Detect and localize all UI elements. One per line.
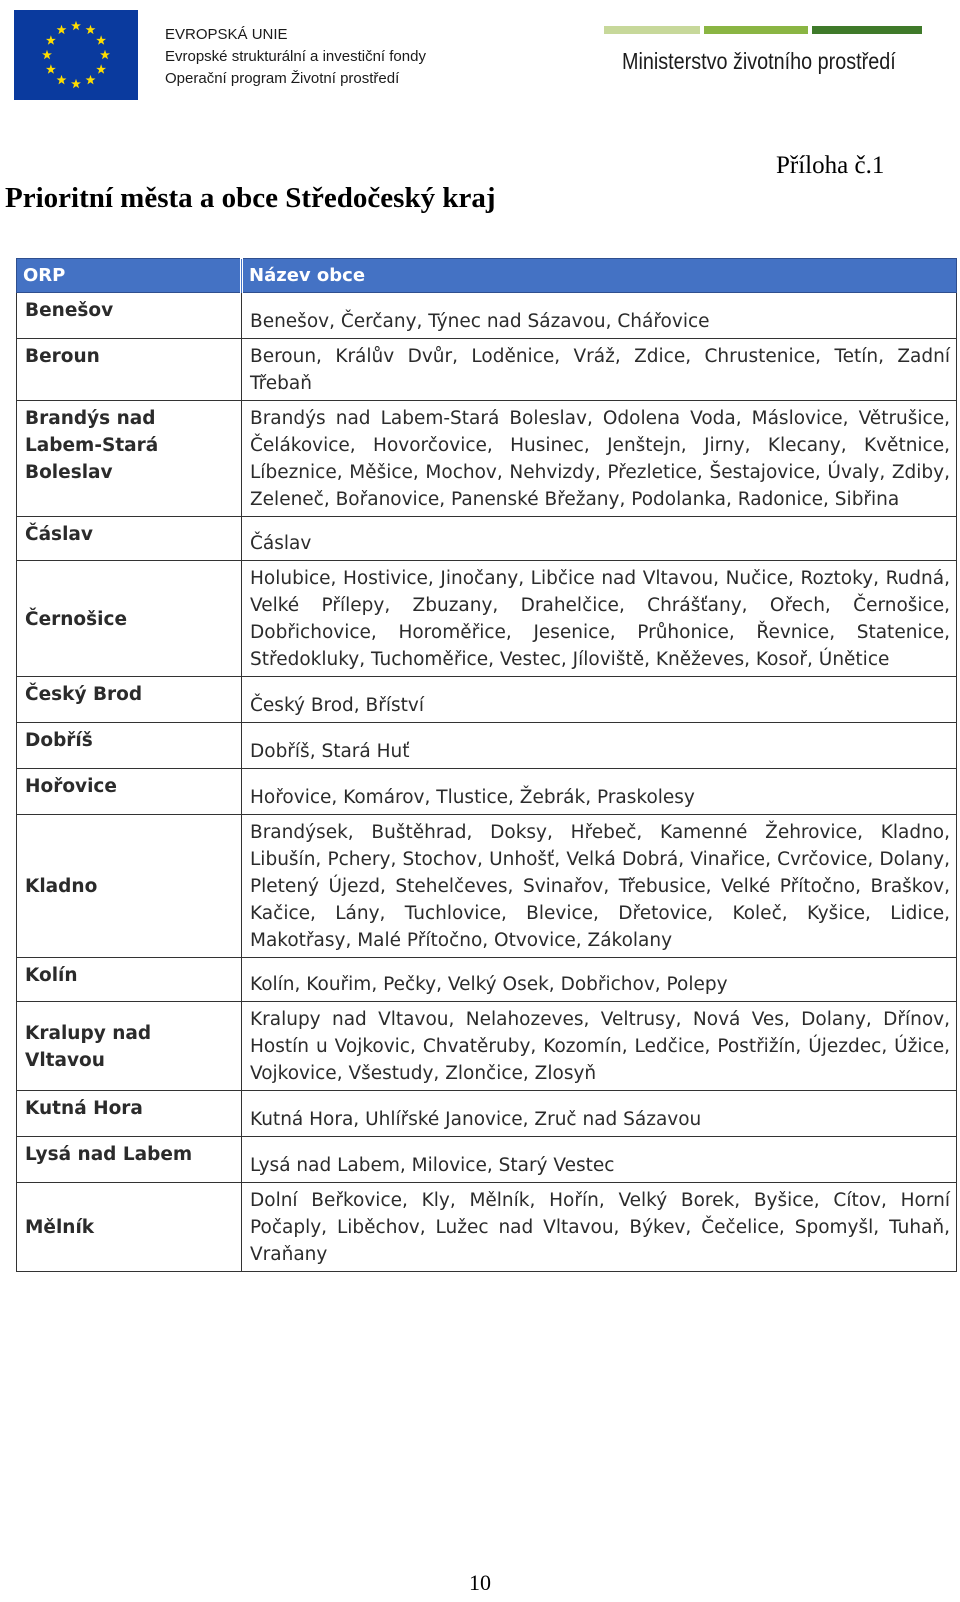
orp-cell: Dobříš xyxy=(17,723,242,769)
table-row xyxy=(17,401,957,517)
orp-cell: Hořovice xyxy=(17,769,242,815)
table-row xyxy=(17,339,957,401)
towns-cell: Český Brod, Bříství xyxy=(242,677,957,723)
orp-cell: Kolín xyxy=(17,958,242,1002)
orp-cell: Lysá nad Labem xyxy=(17,1137,242,1183)
ministry-color-bars xyxy=(604,26,922,34)
eu-line: Evropské strukturální a investiční fondy xyxy=(165,48,426,65)
orp-cell: Benešov xyxy=(17,293,242,339)
eu-flag-logo xyxy=(14,10,138,100)
table-row xyxy=(17,293,957,339)
towns-cell: Holubice, Hostivice, Jinočany, Libčice nad Vltavou, Nučice, Roztoky, Rudná, Velké Přílepy, Zbuzany, Drahelčice, Chrášťany, Ořech, Černošice, Dobřichovice, Horoměřice, Jesenice, Průhonice, Řevnice, Statenice, Středokluky, Tuchoměřice, Vestec, Jíloviště, Kněževes, Kosoř, Únětice xyxy=(242,561,957,677)
towns-cell: Čáslav xyxy=(242,517,957,561)
eu-star xyxy=(57,25,67,34)
eu-star xyxy=(96,35,106,44)
column-header-towns: Název obce xyxy=(242,259,957,293)
table-row xyxy=(17,769,957,815)
table-row xyxy=(17,815,957,958)
eu-star xyxy=(86,25,96,34)
orp-cell: Brandýs nad Labem-Stará Boleslav xyxy=(17,401,242,517)
orp-cell: Kutná Hora xyxy=(17,1091,242,1137)
eu-star xyxy=(46,35,56,44)
eu-star xyxy=(71,21,81,30)
ministry-logo-text: Ministerstvo životního prostředí xyxy=(622,48,896,74)
eu-star xyxy=(42,50,52,59)
towns-cell: Kolín, Kouřim, Pečky, Velký Osek, Dobřichov, Polepy xyxy=(242,958,957,1002)
towns-cell: Kutná Hora, Uhlířské Janovice, Zruč nad Sázavou xyxy=(242,1091,957,1137)
orp-cell: Český Brod xyxy=(17,677,242,723)
ministry-bar xyxy=(704,26,808,34)
column-header-orp: ORP xyxy=(17,259,242,293)
table-row xyxy=(17,1002,957,1091)
table-row xyxy=(17,561,957,677)
towns-cell: Dobříš, Stará Huť xyxy=(242,723,957,769)
orp-cell: Kladno xyxy=(17,815,242,958)
table-row xyxy=(17,517,957,561)
eu-line: EVROPSKÁ UNIE xyxy=(165,26,288,43)
table-row xyxy=(17,1183,957,1272)
eu-star xyxy=(46,64,56,73)
orp-cell: Černošice xyxy=(17,561,242,677)
towns-cell: Hořovice, Komárov, Tlustice, Žebrák, Praskolesy xyxy=(242,769,957,815)
attachment-label: Příloha č.1 xyxy=(776,152,885,179)
orp-cell: Beroun xyxy=(17,339,242,401)
towns-cell: Dolní Beřkovice, Kly, Mělník, Hořín, Velký Borek, Byšice, Cítov, Horní Počaply, Liběchov, Lužec nad Vltavou, Býkev, Čečelice, Spomyšl, Tuhaň, Vraňany xyxy=(242,1183,957,1272)
orp-cell: Kralupy nad Vltavou xyxy=(17,1002,242,1091)
eu-star xyxy=(100,50,110,59)
table-row xyxy=(17,1137,957,1183)
orp-cell: Mělník xyxy=(17,1183,242,1272)
eu-line: Operační program Životní prostředí xyxy=(165,70,400,87)
table-row xyxy=(17,723,957,769)
page-title: Prioritní města a obce Středočeský kraj xyxy=(5,182,496,214)
eu-stars-icon xyxy=(14,10,138,100)
table-row xyxy=(17,958,957,1002)
eu-star xyxy=(57,75,67,84)
towns-cell: Brandýsek, Buštěhrad, Doksy, Hřebeč, Kamenné Žehrovice, Kladno, Libušín, Pchery, Stochov, Unhošť, Velká Dobrá, Vinařice, Cvrčovice, Dolany, Pletený Újezd, Stehelčeves, Svinařov, Třebusice, Velké Přítočno, Braškov, Kačice, Lány, Tuchlovice, Blevice, Dřetovice, Koleč, Kyšice, Lidice, Makotřasy, Malé Přítočno, Otvovice, Zákolany xyxy=(242,815,957,958)
towns-cell: Beroun, Králův Dvůr, Loděnice, Vráž, Zdice, Chrustenice, Tetín, Zadní Třebaň xyxy=(242,339,957,401)
eu-star xyxy=(71,79,81,88)
orp-cell: Čáslav xyxy=(17,517,242,561)
towns-cell: Lysá nad Labem, Milovice, Starý Vestec xyxy=(242,1137,957,1183)
table-header-row xyxy=(17,259,957,293)
eu-star xyxy=(96,64,106,73)
table-row xyxy=(17,1091,957,1137)
page-number: 10 xyxy=(469,1570,491,1595)
ministry-bar xyxy=(812,26,922,34)
eu-star xyxy=(86,75,96,84)
eu-programme-text xyxy=(165,24,426,90)
towns-cell: Kralupy nad Vltavou, Nelahozeves, Veltrusy, Nová Ves, Dolany, Dřínov, Hostín u Vojkovic, Chvatěruby, Kozomín, Ledčice, Postřižín, Újezdec, Úžice, Vojkovice, Všestudy, Zlončice, Zlosyň xyxy=(242,1002,957,1091)
towns-cell: Benešov, Čerčany, Týnec nad Sázavou, Chářovice xyxy=(242,293,957,339)
towns-cell: Brandýs nad Labem-Stará Boleslav, Odolena Voda, Máslovice, Větrušice, Čelákovice, Hovorčovice, Husinec, Jenštejn, Jirny, Klecany, Květnice, Líbeznice, Měšice, Mochov, Nehvizdy, Přezletice, Šestajovice, Úvaly, Zdiby, Zeleneč, Bořanovice, Panenské Břežany, Podolanka, Radonice, Sibřina xyxy=(242,401,957,517)
table-row xyxy=(17,677,957,723)
ministry-bar xyxy=(604,26,700,34)
priority-towns-table xyxy=(16,258,957,1272)
